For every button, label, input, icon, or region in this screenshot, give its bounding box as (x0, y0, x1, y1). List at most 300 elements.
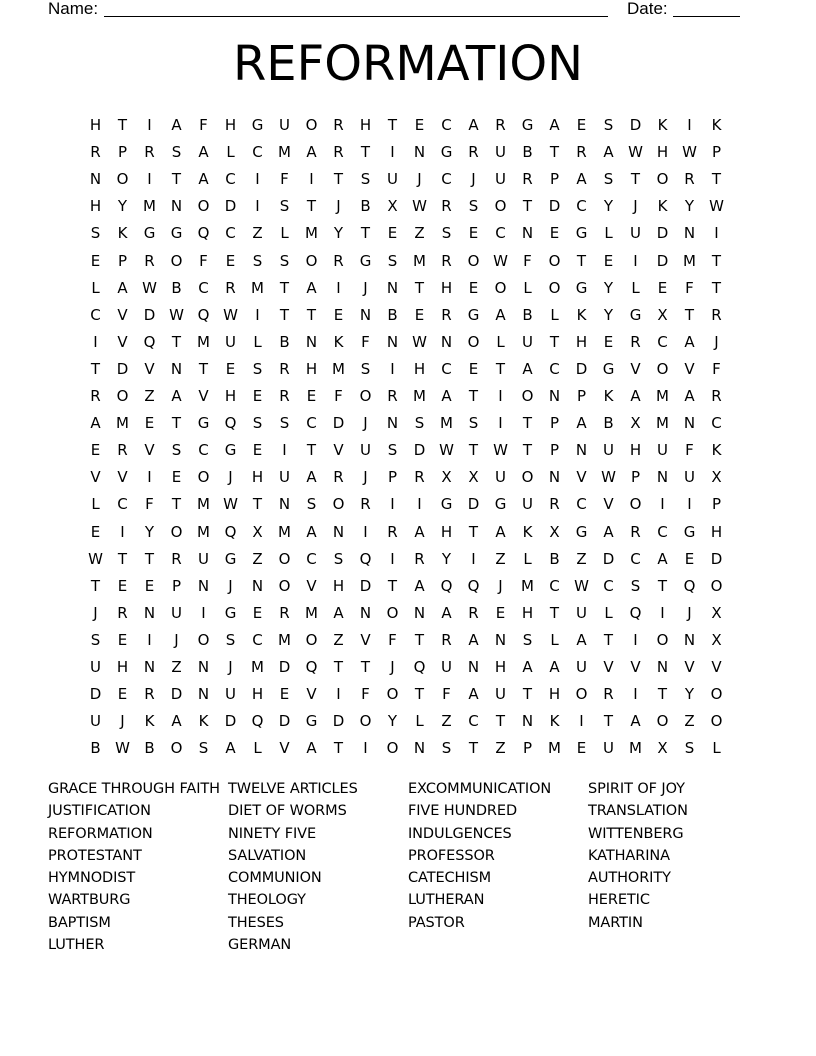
grid-cell[interactable]: E (252, 603, 263, 622)
grid-cell[interactable]: V (144, 359, 155, 378)
grid-cell[interactable]: C (225, 170, 236, 189)
grid-cell[interactable]: N (575, 441, 588, 460)
grid-cell[interactable]: L (712, 739, 721, 758)
grid-cell[interactable]: V (306, 576, 317, 595)
grid-cell[interactable]: N (89, 170, 102, 189)
grid-cell[interactable]: L (91, 495, 100, 514)
grid-cell[interactable]: T (684, 305, 695, 324)
grid-cell[interactable]: Q (197, 224, 210, 243)
grid-cell[interactable]: T (468, 522, 479, 541)
grid-cell[interactable]: K (711, 441, 722, 460)
grid-cell[interactable]: E (90, 441, 101, 460)
grid-cell[interactable]: N (305, 332, 318, 351)
grid-cell[interactable]: O (548, 251, 561, 270)
grid-cell[interactable]: B (603, 414, 614, 433)
grid-cell[interactable]: T (360, 658, 371, 676)
grid-cell[interactable]: P (549, 441, 560, 460)
grid-cell[interactable]: T (468, 739, 479, 758)
grid-cell[interactable]: E (117, 685, 128, 704)
grid-cell[interactable]: F (685, 441, 694, 460)
grid-cell[interactable]: B (549, 549, 560, 568)
grid-cell[interactable]: S (360, 170, 371, 189)
grid-cell[interactable]: R (144, 143, 155, 162)
grid-cell[interactable]: N (359, 603, 372, 622)
grid-cell[interactable]: A (225, 739, 236, 758)
grid-cell[interactable]: A (198, 170, 209, 189)
grid-cell[interactable]: H (251, 468, 264, 487)
grid-cell[interactable]: F (199, 116, 208, 134)
grid-cell[interactable]: I (660, 495, 665, 514)
grid-cell[interactable]: I (336, 685, 341, 704)
grid-cell[interactable]: R (225, 278, 236, 297)
grid-cell[interactable]: L (226, 143, 235, 162)
grid-cell[interactable]: I (363, 522, 368, 541)
grid-cell[interactable]: A (333, 603, 344, 622)
grid-cell[interactable]: Q (251, 712, 264, 731)
grid-cell[interactable]: T (333, 170, 344, 189)
grid-cell[interactable]: I (390, 495, 395, 514)
grid-cell[interactable]: A (468, 116, 479, 134)
grid-cell[interactable]: R (630, 332, 641, 351)
grid-cell[interactable]: M (656, 387, 669, 405)
grid-cell[interactable]: S (468, 414, 479, 433)
grid-cell[interactable]: W (223, 305, 238, 324)
grid-cell[interactable]: R (603, 685, 614, 704)
date-blank-line[interactable] (673, 16, 740, 17)
grid-cell[interactable]: M (251, 278, 264, 297)
grid-cell[interactable]: N (467, 658, 480, 676)
grid-cell[interactable]: Z (495, 739, 506, 758)
grid-cell[interactable]: L (91, 278, 100, 297)
grid-cell[interactable]: D (224, 712, 237, 731)
grid-cell[interactable]: N (143, 658, 156, 676)
grid-cell[interactable]: V (117, 468, 128, 487)
grid-cell[interactable]: O (467, 251, 480, 270)
grid-cell[interactable]: O (521, 468, 534, 487)
grid-cell[interactable]: T (333, 739, 344, 758)
grid-cell[interactable]: U (225, 332, 236, 351)
grid-cell[interactable]: T (414, 278, 425, 297)
grid-cell[interactable]: R (333, 143, 344, 162)
grid-cell[interactable]: Z (576, 549, 587, 568)
grid-cell[interactable]: O (656, 170, 669, 189)
grid-cell[interactable]: G (224, 603, 237, 622)
grid-cell[interactable]: E (117, 630, 128, 649)
grid-cell[interactable]: E (225, 251, 236, 270)
grid-cell[interactable]: T (90, 359, 101, 378)
grid-cell[interactable]: T (549, 332, 560, 351)
grid-cell[interactable]: O (170, 251, 183, 270)
grid-cell[interactable]: W (169, 305, 184, 324)
grid-cell[interactable]: C (630, 549, 641, 568)
grid-cell[interactable]: P (711, 495, 722, 514)
grid-cell[interactable]: N (440, 332, 453, 351)
name-blank-line[interactable] (104, 16, 608, 17)
grid-cell[interactable]: A (441, 387, 452, 405)
grid-cell[interactable]: T (171, 332, 182, 351)
grid-cell[interactable]: R (468, 603, 479, 622)
grid-cell[interactable]: W (709, 197, 724, 216)
grid-cell[interactable]: R (90, 387, 101, 405)
grid-cell[interactable]: E (225, 359, 236, 378)
grid-cell[interactable]: C (252, 143, 263, 162)
grid-cell[interactable]: M (440, 414, 453, 433)
grid-cell[interactable]: I (147, 170, 152, 189)
grid-cell[interactable]: T (522, 685, 533, 704)
grid-cell[interactable]: D (143, 305, 156, 324)
grid-cell[interactable]: V (90, 468, 101, 487)
grid-cell[interactable]: S (171, 441, 182, 460)
grid-cell[interactable]: T (306, 197, 317, 216)
grid-cell[interactable]: M (197, 522, 210, 541)
grid-cell[interactable]: D (359, 576, 372, 595)
grid-cell[interactable]: G (224, 549, 237, 568)
grid-cell[interactable]: G (575, 224, 588, 243)
grid-cell[interactable]: T (279, 278, 290, 297)
grid-cell[interactable]: D (332, 712, 345, 731)
grid-cell[interactable]: V (360, 630, 371, 649)
grid-cell[interactable]: B (387, 305, 398, 324)
grid-cell[interactable]: V (603, 495, 614, 514)
grid-cell[interactable]: U (495, 468, 506, 487)
grid-cell[interactable]: U (279, 116, 290, 134)
grid-cell[interactable]: I (147, 630, 152, 649)
grid-cell[interactable]: T (117, 116, 128, 134)
grid-cell[interactable]: E (603, 251, 614, 270)
grid-cell[interactable]: U (576, 603, 587, 622)
grid-cell[interactable]: X (252, 522, 263, 541)
grid-cell[interactable]: J (228, 658, 233, 676)
grid-cell[interactable]: S (684, 739, 695, 758)
grid-cell[interactable]: P (711, 143, 722, 162)
grid-cell[interactable]: I (390, 143, 395, 162)
grid-cell[interactable]: G (440, 143, 453, 162)
grid-cell[interactable]: H (224, 116, 237, 134)
grid-cell[interactable]: M (197, 495, 210, 514)
grid-cell[interactable]: V (711, 658, 722, 676)
grid-cell[interactable]: V (279, 739, 290, 758)
grid-cell[interactable]: Q (440, 576, 453, 595)
grid-cell[interactable]: J (417, 170, 422, 189)
grid-cell[interactable]: T (603, 712, 614, 731)
grid-cell[interactable]: N (521, 712, 534, 731)
grid-cell[interactable]: H (359, 116, 372, 134)
grid-cell[interactable]: C (441, 116, 452, 134)
grid-cell[interactable]: D (656, 251, 669, 270)
grid-cell[interactable]: Z (441, 712, 452, 731)
grid-cell[interactable]: L (496, 332, 505, 351)
grid-cell[interactable]: G (197, 414, 210, 433)
grid-cell[interactable]: A (441, 603, 452, 622)
grid-cell[interactable]: R (144, 251, 155, 270)
grid-cell[interactable]: E (684, 549, 695, 568)
grid-cell[interactable]: M (305, 224, 318, 243)
grid-cell[interactable]: U (387, 170, 398, 189)
grid-cell[interactable]: O (197, 468, 210, 487)
grid-cell[interactable]: W (142, 278, 157, 297)
grid-cell[interactable]: T (522, 414, 533, 433)
grid-cell[interactable]: Q (683, 576, 696, 595)
grid-cell[interactable]: D (170, 685, 183, 704)
grid-cell[interactable]: A (171, 116, 182, 134)
grid-cell[interactable]: T (387, 116, 398, 134)
grid-cell[interactable]: A (522, 658, 533, 676)
grid-cell[interactable]: K (711, 116, 722, 134)
grid-cell[interactable]: I (363, 739, 368, 758)
grid-cell[interactable]: Y (117, 197, 128, 216)
grid-cell[interactable]: A (90, 414, 101, 433)
grid-cell[interactable]: O (197, 197, 210, 216)
grid-cell[interactable]: U (171, 603, 182, 622)
grid-cell[interactable]: S (252, 414, 263, 433)
grid-cell[interactable]: I (660, 603, 665, 622)
grid-cell[interactable]: E (252, 441, 263, 460)
grid-cell[interactable]: M (521, 576, 534, 595)
grid-cell[interactable]: U (684, 468, 695, 487)
grid-cell[interactable]: N (683, 224, 696, 243)
grid-cell[interactable]: L (550, 630, 559, 649)
grid-cell[interactable]: F (442, 685, 451, 704)
grid-cell[interactable]: T (414, 630, 425, 649)
grid-cell[interactable]: A (684, 387, 695, 405)
grid-cell[interactable]: L (604, 224, 613, 243)
grid-cell[interactable]: Q (143, 332, 156, 351)
grid-cell[interactable]: P (117, 251, 128, 270)
grid-cell[interactable]: Q (359, 549, 372, 568)
grid-cell[interactable]: T (360, 143, 371, 162)
grid-cell[interactable]: N (494, 630, 507, 649)
grid-cell[interactable]: C (657, 522, 668, 541)
grid-cell[interactable]: V (117, 305, 128, 324)
grid-cell[interactable]: O (386, 685, 399, 704)
grid-cell[interactable]: N (251, 576, 264, 595)
grid-cell[interactable]: H (440, 278, 453, 297)
grid-cell[interactable]: K (603, 387, 614, 405)
grid-cell[interactable]: O (467, 332, 480, 351)
grid-cell[interactable]: J (363, 468, 368, 487)
grid-cell[interactable]: R (279, 603, 290, 622)
grid-cell[interactable]: O (278, 576, 291, 595)
grid-cell[interactable]: S (360, 359, 371, 378)
grid-cell[interactable]: B (522, 143, 533, 162)
grid-cell[interactable]: T (414, 685, 425, 704)
grid-cell[interactable]: S (225, 630, 236, 649)
grid-cell[interactable]: J (228, 468, 233, 487)
grid-cell[interactable]: K (198, 712, 209, 731)
grid-cell[interactable]: X (387, 197, 398, 216)
grid-cell[interactable]: C (441, 170, 452, 189)
grid-cell[interactable]: A (171, 712, 182, 731)
grid-cell[interactable]: N (548, 468, 561, 487)
grid-cell[interactable]: N (413, 603, 426, 622)
grid-cell[interactable]: C (252, 630, 263, 649)
grid-cell[interactable]: U (495, 143, 506, 162)
grid-cell[interactable]: G (521, 116, 534, 134)
grid-cell[interactable]: A (684, 332, 695, 351)
grid-cell[interactable]: U (441, 658, 452, 676)
grid-cell[interactable]: X (711, 603, 722, 622)
grid-cell[interactable]: K (522, 522, 533, 541)
grid-cell[interactable]: R (144, 685, 155, 704)
grid-cell[interactable]: A (603, 143, 614, 162)
grid-cell[interactable]: A (414, 522, 425, 541)
grid-cell[interactable]: N (359, 305, 372, 324)
grid-cell[interactable]: Q (305, 658, 318, 676)
grid-cell[interactable]: N (278, 495, 291, 514)
grid-cell[interactable]: I (579, 712, 584, 731)
grid-cell[interactable]: G (305, 712, 318, 731)
grid-cell[interactable]: G (251, 116, 264, 134)
grid-cell[interactable]: E (576, 739, 587, 758)
grid-cell[interactable]: O (629, 495, 642, 514)
grid-cell[interactable]: N (197, 658, 210, 676)
grid-cell[interactable]: A (549, 116, 560, 134)
grid-cell[interactable]: W (412, 197, 427, 216)
grid-cell[interactable]: T (360, 224, 371, 243)
grid-cell[interactable]: S (603, 116, 614, 134)
grid-cell[interactable]: A (630, 387, 641, 405)
grid-cell[interactable]: A (306, 739, 317, 758)
grid-cell[interactable]: G (359, 251, 372, 270)
grid-cell[interactable]: M (278, 522, 291, 541)
grid-cell[interactable]: N (521, 224, 534, 243)
grid-cell[interactable]: Q (413, 658, 426, 676)
grid-cell[interactable]: R (441, 251, 452, 270)
grid-cell[interactable]: V (630, 359, 641, 378)
grid-cell[interactable]: A (414, 576, 425, 595)
grid-cell[interactable]: D (575, 359, 588, 378)
grid-cell[interactable]: T (171, 414, 182, 433)
grid-cell[interactable]: P (576, 387, 587, 405)
grid-cell[interactable]: J (174, 630, 179, 649)
grid-cell[interactable]: I (633, 685, 638, 704)
grid-cell[interactable]: L (280, 224, 289, 243)
grid-cell[interactable]: F (280, 170, 289, 189)
grid-cell[interactable]: O (656, 712, 669, 731)
grid-cell[interactable]: H (710, 522, 723, 541)
grid-cell[interactable]: S (306, 495, 317, 514)
grid-cell[interactable]: R (414, 549, 425, 568)
grid-cell[interactable]: M (332, 359, 345, 378)
grid-cell[interactable]: A (468, 685, 479, 704)
grid-cell[interactable]: I (687, 495, 692, 514)
grid-cell[interactable]: T (711, 251, 722, 270)
grid-cell[interactable]: D (656, 224, 669, 243)
grid-cell[interactable]: X (441, 468, 452, 487)
grid-cell[interactable]: O (278, 549, 291, 568)
grid-cell[interactable]: E (468, 278, 479, 297)
grid-cell[interactable]: C (576, 197, 587, 216)
grid-cell[interactable]: D (224, 197, 237, 216)
grid-cell[interactable]: U (90, 658, 101, 676)
grid-cell[interactable]: S (333, 549, 344, 568)
grid-cell[interactable]: I (93, 332, 98, 351)
grid-cell[interactable]: D (89, 685, 102, 704)
grid-cell[interactable]: Y (144, 522, 155, 541)
grid-cell[interactable]: W (439, 441, 454, 460)
grid-cell[interactable]: N (170, 359, 183, 378)
grid-cell[interactable]: D (467, 495, 480, 514)
grid-cell[interactable]: C (576, 495, 587, 514)
grid-cell[interactable]: F (361, 685, 370, 704)
grid-cell[interactable]: A (306, 143, 317, 162)
grid-cell[interactable]: N (683, 414, 696, 433)
grid-cell[interactable]: O (332, 495, 345, 514)
grid-cell[interactable]: R (468, 143, 479, 162)
grid-cell[interactable]: N (413, 739, 426, 758)
grid-cell[interactable]: X (711, 630, 722, 649)
grid-cell[interactable]: R (360, 495, 371, 514)
grid-cell[interactable]: S (171, 143, 182, 162)
grid-cell[interactable]: Q (467, 576, 480, 595)
grid-cell[interactable]: Q (224, 522, 237, 541)
grid-cell[interactable]: M (278, 143, 291, 162)
grid-cell[interactable]: U (495, 685, 506, 704)
grid-cell[interactable]: Z (495, 549, 506, 568)
grid-cell[interactable]: E (657, 278, 668, 297)
grid-cell[interactable]: K (576, 305, 587, 324)
grid-cell[interactable]: N (386, 278, 399, 297)
grid-cell[interactable]: N (683, 630, 696, 649)
grid-cell[interactable]: J (120, 712, 125, 731)
grid-cell[interactable]: J (228, 576, 233, 595)
grid-cell[interactable]: X (657, 739, 668, 758)
grid-cell[interactable]: W (493, 251, 508, 270)
grid-cell[interactable]: H (116, 658, 129, 676)
grid-cell[interactable]: A (576, 170, 587, 189)
grid-cell[interactable]: E (117, 576, 128, 595)
grid-cell[interactable]: E (603, 332, 614, 351)
grid-cell[interactable]: V (333, 441, 344, 460)
grid-cell[interactable]: F (685, 278, 694, 297)
grid-cell[interactable]: E (90, 251, 101, 270)
grid-cell[interactable]: K (657, 116, 668, 134)
grid-cell[interactable]: H (305, 359, 318, 378)
grid-cell[interactable]: N (413, 143, 426, 162)
grid-cell[interactable]: D (602, 549, 615, 568)
grid-cell[interactable]: N (197, 576, 210, 595)
grid-cell[interactable]: O (116, 387, 129, 405)
grid-cell[interactable]: S (252, 359, 263, 378)
grid-cell[interactable]: H (575, 332, 588, 351)
grid-cell[interactable]: G (494, 495, 507, 514)
grid-cell[interactable]: D (116, 359, 129, 378)
grid-cell[interactable]: K (117, 224, 128, 243)
grid-cell[interactable]: N (332, 522, 345, 541)
grid-cell[interactable]: C (198, 441, 209, 460)
grid-cell[interactable]: R (387, 387, 398, 405)
grid-cell[interactable]: W (682, 143, 697, 162)
grid-cell[interactable]: R (684, 170, 695, 189)
grid-cell[interactable]: U (279, 468, 290, 487)
grid-cell[interactable]: H (656, 143, 669, 162)
grid-cell[interactable]: N (656, 468, 669, 487)
grid-cell[interactable]: R (279, 387, 290, 405)
grid-cell[interactable]: Z (252, 549, 263, 568)
grid-cell[interactable]: I (417, 495, 422, 514)
grid-cell[interactable]: I (390, 549, 395, 568)
grid-cell[interactable]: G (170, 224, 183, 243)
grid-cell[interactable]: T (495, 359, 506, 378)
grid-cell[interactable]: O (305, 630, 318, 649)
grid-cell[interactable]: J (687, 603, 692, 622)
grid-cell[interactable]: S (414, 414, 425, 433)
grid-cell[interactable]: R (576, 143, 587, 162)
grid-cell[interactable]: S (90, 630, 101, 649)
grid-cell[interactable]: S (387, 441, 398, 460)
grid-cell[interactable]: D (332, 414, 345, 433)
grid-cell[interactable]: W (628, 143, 643, 162)
